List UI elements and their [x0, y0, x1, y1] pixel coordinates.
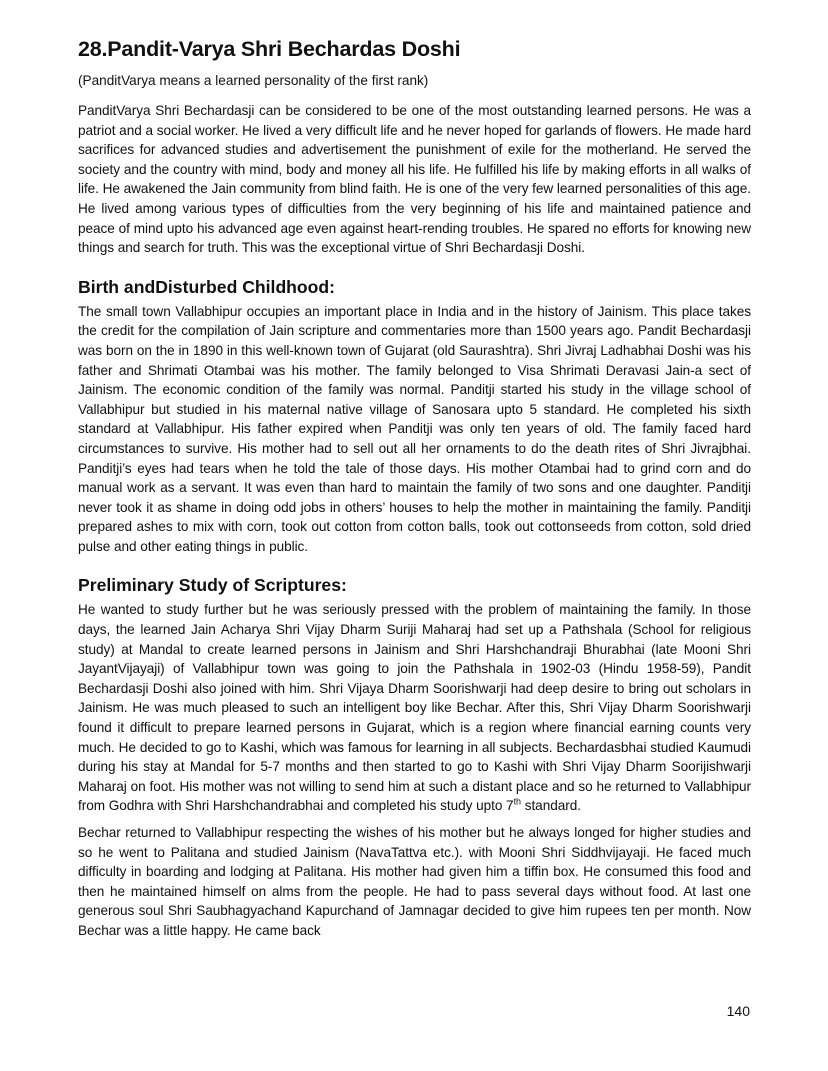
- ordinal-suffix: th: [513, 796, 521, 807]
- section-heading-study: Preliminary Study of Scriptures:: [78, 575, 347, 596]
- section-body-study-2: Bechar returned to Vallabhipur respecting the wishes of his mother but he always longed for higher studies and so he went to Palitana and studied Jainism (NavaTattva etc.). with Mooni Shri Siddhvijayaji. He faced much difficulty in boarding and lodging at Palitana. His mother had given him a tiffin box. He consumed this food and then he maintained himself on alms from the people. He had to pass several days without food. At last one generous soul Shri Saubhagyachand Kapurchand of Jamnagar decided to give him rupees ten per month. Now Bechar was a little happy. He came back: [78, 825, 751, 938]
- section-heading-birth: Birth andDisturbed Childhood:: [78, 276, 336, 297]
- intro-paragraph: PanditVarya Shri Bechardasji can be considered to be one of the most outstanding learned persons. He was a patriot and a social worker. He lived a very difficult life and he never hoped for garlands of flowers. He made hard sacrifices for advanced studies and advertisement the punishment of exile for the motherland. He served the society and the country with mind, body and money all his life. He fulfilled his life by making efforts in all walks of life. He awakened the Jain community from blind faith. He is one of the very few learned personalities of this age. He lived among various types of difficulties from the very beginning of his life and maintained patience and peace of mind upto his advanced age even against heart-rending troubles. He spared no efforts for knowing new things and search for truth. This was the exceptional virtue of Shri Bechardasji Doshi.: [78, 103, 751, 256]
- study-1-text: He wanted to study further but he was seriously pressed with the problem of maintaining the family. In those days, the learned Jain Acharya Shri Vijay Dharm Suriji Maharaj had set up a Pathshala (School for religious study) at Mandal to create learned persons in Jainism and Shri Harshchandraji Bhurabhai (late Mooni Shri JayantVijayaji) of Vallabhipur town was going to join the Pathshala in 1902-03 (Hindu 1958-59), Pandit Bechardasji Doshi also joined with him. Shri Vijaya Dharm Soorishwarji had deep desire to bring out scholars in Jainism. He was much pleased to such an intelligent boy like Bechar. After this, Shri Vijay Dharm Soorishwarji found it difficult to prepare learned persons in Gujarat, which is a region where financial earning counts very much. He decided to go to Kashi, which was famous for learning in all subjects. Bechardasbhai studied Kaumudi during his stay at Mandal for 5-7 months and then started to go to Kashi with Shri Vijay Dharm Soorijishwarji Maharaj on foot. His mother was not willing to send him at such a distant place and so he returned to Vallabhipur from Godhra with Shri Harshchandrabhai and completed his study upto 7: [78, 602, 751, 814]
- page-number: 140: [726, 1003, 750, 1019]
- section-body-study-1: [78, 600, 751, 816]
- study-1-end: standard.: [520, 798, 581, 814]
- section-body-birth: The small town Vallabhipur occupies an important place in India and in the history of Jainism. This place takes the credit for the compilation of Jain scripture and commentaries more than 1500 years ago. Pandit Bechardasji was born on the in 1890 in this well-known town of Gujarat (old Saurashtra). Shri Jivraj Ladhabhai Doshi was his father and Shrimati Otambai was his mother. The family belonged to Visa Shrimati Deravasi Jain-a sect of Jainism. The economic condition of the family was normal. Panditji started his study in the village school of Vallabhipur but studied in his maternal native village of Sanosara upto 5 standard. He completed his sixth standard at Vallabhipur. His father expired when Panditji was only ten years of old. The family faced hard circumstances to survive. His mother had to sell out all her ornaments to do the death rites of Shri Jivrajbhai. Panditji’s eyes had tears when he told the tale of those days. His mother Otambai had to grind corn and do manual work as a servant. It was even than hard to maintain the family of two sons and one daughter. Panditji never took it as shame in doing odd jobs in others’ houses to help the mother in maintaining the family. Panditji prepared ashes to mix with corn, took out cotton from cotton balls, took out cottonseeds from cotton, sold dried pulse and other eating things in public.: [78, 303, 751, 554]
- page-subtitle: (PanditVarya means a learned personality of the first rank): [78, 73, 429, 88]
- page-title: 28.Pandit-Varya Shri Bechardas Doshi: [78, 37, 461, 61]
- document-page: [78, 36, 751, 941]
